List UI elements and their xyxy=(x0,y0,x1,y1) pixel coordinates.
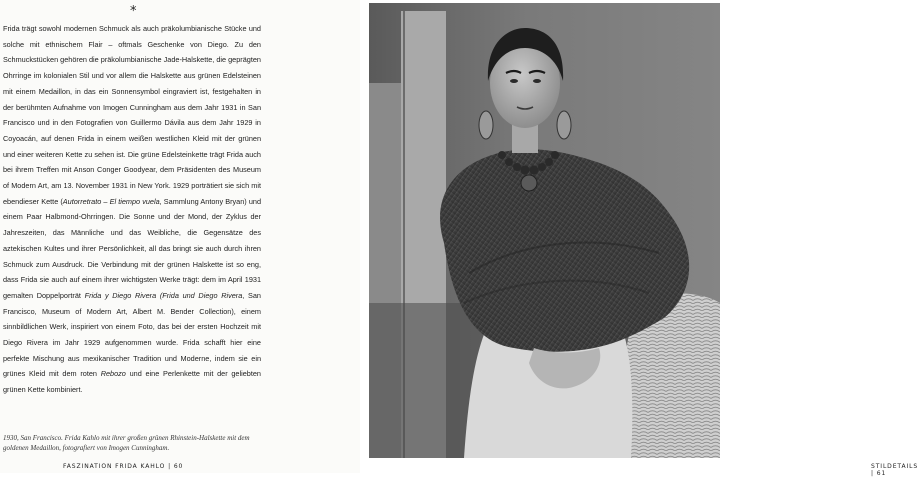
section-ornament: * xyxy=(130,4,137,19)
left-page xyxy=(0,0,360,473)
body-text-part-4: und eine Perlenkette mit der geliebten grünen Kette kombiniert. xyxy=(3,369,261,395)
left-page-folio: FASZINATION FRIDA KAHLO | 60 xyxy=(63,463,184,470)
right-page-folio: STILDETAILS | 61 xyxy=(871,463,918,477)
portrait-illustration xyxy=(369,3,720,458)
portrait-photograph xyxy=(369,3,720,458)
body-text xyxy=(3,21,261,398)
photo-earring-right xyxy=(557,111,571,139)
body-text-part-3: , San Francisco, Museum of Modern Art, Albert M. Bender Collection), einem sinnbildlichen Werk, inspiriert von einem Foto, das bei der ersten Hochzeit mit Diego Rivera im Jahr 1929 aufgenommen wurde. Frida schafft hier eine perfekte Mischung aus mexikanischer Tradition und Moderne, indem sie ein grünes Kleid mit dem roten xyxy=(3,290,261,379)
artwork-title-2: Frida y Diego Rivera (Frida und Diego Rivera xyxy=(84,290,243,300)
photo-caption: 1930, San Francisco. Frida Kahlo mit ihrer großen grünen Rhinstein-Halskette mit dem goldenen Medaillon, fotografiert von Imogen Cunningham. xyxy=(3,434,250,452)
body-text-part-2: , Sammlung Antony Bryan) und einem Paar Halbmond-Ohrringen. Die Sonne und der Mond, der Zyklus der Jahreszeiten, das Männliche und das Weibliche, die Gegensätze des aztekischen Kultes und ihrer Persönlichkeit, all das bringt sie auch durch ihren Schmuck zum Ausdruck. Die Verbindung mit der grünen Halskette ist so eng, dass Frida sie auch auf einem ihrer wichtigsten Werke trägt: dem im April 1931 gemalten Doppelporträt xyxy=(3,196,261,300)
artwork-title-1: Autorretrato – El tiempo vuela xyxy=(62,196,160,206)
photo-earring-left xyxy=(479,111,493,139)
rebozo-term: Rebozo xyxy=(100,369,126,379)
body-text-part-1: Frida trägt sowohl modernen Schmuck als auch präkolumbianische Stücke und solche mit ethnischem Flair – oftmals Geschenke von Diego. Zu den Schmuckstücken gehören die präkolumbianische Jade-Halskette, die geprägten Ohrringe im kolonialen Stil und vor allem die Halskette aus grünen Edelsteinen mit einem Medaillon, in das ein Sonnensymbol eingraviert ist, festgehalten in der berühmten Aufnahme von Imogen Cunningham aus dem Jahr 1931 in San Francisco und in den Fotografien von Guillermo Dávila aus dem Jahr 1929 in Coyoacán, auf denen Frida in einem weißen westlichen Kleid mit der grünen und einer weiteren Kette zu sehen ist. Die grüne Edelsteinkette trägt Frida auch bei ihrem Treffen mit Anson Conger Goodyear, dem Präsidenten des Museum of Modern Art, am 13. November 1931 in New York. 1929 porträtiert sie sich mit ebendieser Kette ( xyxy=(3,24,261,206)
